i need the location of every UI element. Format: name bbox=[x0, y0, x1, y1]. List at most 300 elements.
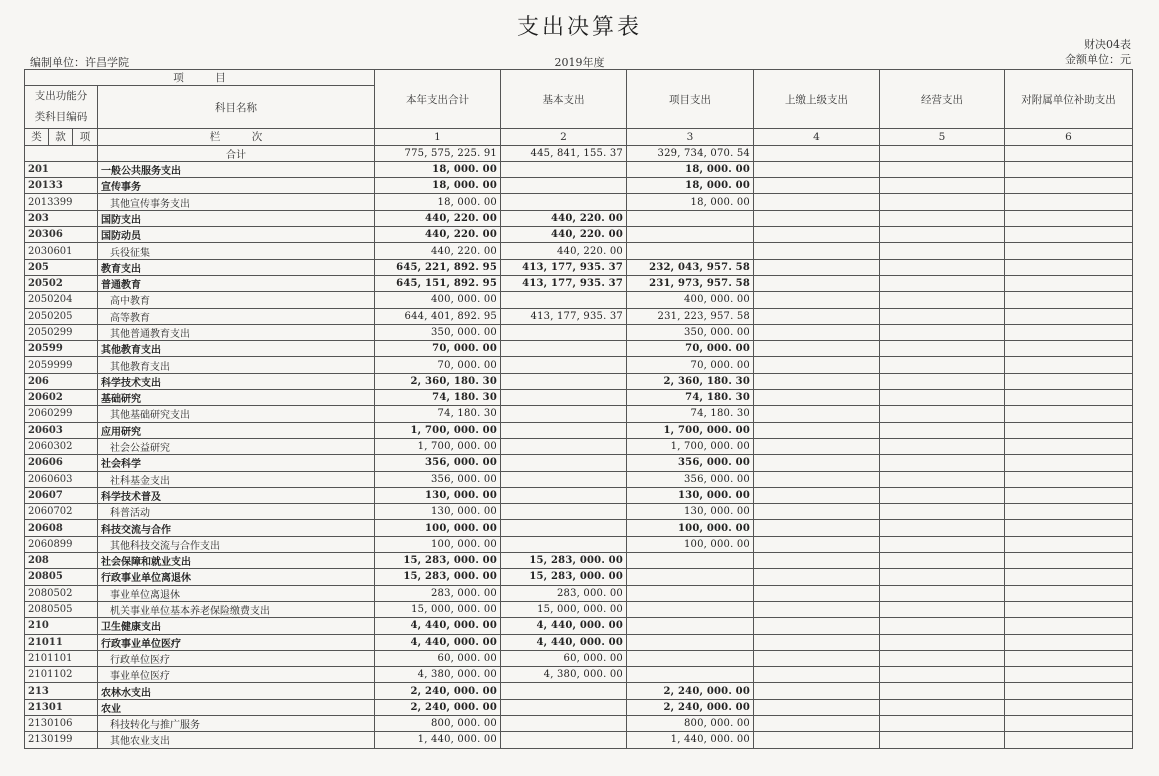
row-subsidy bbox=[1005, 210, 1133, 226]
row-subsidy bbox=[1005, 634, 1133, 650]
row-name-text: 农业 bbox=[101, 703, 121, 715]
row-name-text: 国防支出 bbox=[101, 214, 141, 226]
row-name bbox=[98, 667, 375, 683]
row-name-text: 兵役征集 bbox=[110, 247, 150, 259]
table-row bbox=[25, 227, 1133, 243]
row-name-text: 行政事业单位离退休 bbox=[101, 573, 191, 585]
row-total: 356, 000. 00 bbox=[375, 455, 501, 471]
row-name bbox=[98, 732, 375, 748]
row-code: 20608 bbox=[25, 520, 98, 536]
row-basic bbox=[501, 357, 627, 373]
fiscal-year: 2019年度 bbox=[554, 56, 605, 69]
row-basic: 60, 000. 00 bbox=[501, 650, 627, 666]
row-upper bbox=[754, 259, 880, 275]
col-header-upper: 上缴上级支出 bbox=[754, 70, 880, 129]
table-row bbox=[25, 618, 1133, 634]
row-subsidy bbox=[1005, 406, 1133, 422]
row-subsidy bbox=[1005, 520, 1133, 536]
row-name bbox=[98, 308, 375, 324]
row-name-text: 行政单位医疗 bbox=[110, 654, 170, 666]
row-name-text: 科学技术支出 bbox=[101, 377, 161, 389]
row-business bbox=[880, 390, 1005, 406]
row-total: 4, 380, 000. 00 bbox=[375, 667, 501, 683]
row-business bbox=[880, 438, 1005, 454]
row-project: 130, 000. 00 bbox=[627, 504, 754, 520]
row-subsidy bbox=[1005, 732, 1133, 748]
row-business bbox=[880, 455, 1005, 471]
row-project: 18, 000. 00 bbox=[627, 178, 754, 194]
row-code: 210 bbox=[25, 618, 98, 634]
row-project: 130, 000. 00 bbox=[627, 487, 754, 503]
col-number-4: 4 bbox=[754, 129, 880, 145]
table-row bbox=[25, 292, 1133, 308]
row-total: 130, 000. 00 bbox=[375, 504, 501, 520]
row-upper bbox=[754, 536, 880, 552]
row-code: 205 bbox=[25, 259, 98, 275]
row-business bbox=[880, 357, 1005, 373]
row-total: 645, 221, 892. 95 bbox=[375, 259, 501, 275]
row-subsidy bbox=[1005, 715, 1133, 731]
item-header: 项 目 bbox=[25, 70, 375, 86]
amount-unit: 金额单位：元 bbox=[1065, 53, 1131, 66]
row-code: 20133 bbox=[25, 178, 98, 194]
table-row bbox=[25, 650, 1133, 666]
table-row bbox=[25, 601, 1133, 617]
row-business bbox=[880, 422, 1005, 438]
row-subsidy bbox=[1005, 471, 1133, 487]
row-subsidy bbox=[1005, 292, 1133, 308]
row-total: 18, 000. 00 bbox=[375, 161, 501, 177]
xiang-header: 项 bbox=[73, 129, 98, 145]
row-name bbox=[98, 504, 375, 520]
row-name bbox=[98, 275, 375, 291]
table-row bbox=[25, 194, 1133, 210]
row-code: 2059999 bbox=[25, 357, 98, 373]
table-row bbox=[25, 471, 1133, 487]
table-row bbox=[25, 438, 1133, 454]
row-name-text: 机关事业单位基本养老保险缴费支出 bbox=[110, 606, 270, 618]
row-total: 18, 000. 00 bbox=[375, 194, 501, 210]
row-upper bbox=[754, 585, 880, 601]
row-total: 15, 283, 000. 00 bbox=[375, 569, 501, 585]
row-subsidy bbox=[1005, 455, 1133, 471]
row-project: 2, 360, 180. 30 bbox=[627, 373, 754, 389]
row-name-text: 高中教育 bbox=[110, 296, 150, 308]
row-code: 21011 bbox=[25, 634, 98, 650]
row-upper bbox=[754, 634, 880, 650]
row-business bbox=[880, 520, 1005, 536]
row-basic bbox=[501, 194, 627, 210]
row-business bbox=[880, 227, 1005, 243]
row-business bbox=[880, 373, 1005, 389]
row-name bbox=[98, 341, 375, 357]
row-project bbox=[627, 618, 754, 634]
row-subsidy bbox=[1005, 390, 1133, 406]
row-name-text: 其他教育支出 bbox=[110, 361, 170, 373]
row-basic: 4, 440, 000. 00 bbox=[501, 634, 627, 650]
row-total: 70, 000. 00 bbox=[375, 341, 501, 357]
row-name-text: 其他科技交流与合作支出 bbox=[110, 540, 220, 552]
row-business bbox=[880, 683, 1005, 699]
table-row bbox=[25, 324, 1133, 340]
row-business bbox=[880, 308, 1005, 324]
row-total: 2, 240, 000. 00 bbox=[375, 683, 501, 699]
total-row-upper bbox=[754, 145, 880, 161]
row-upper bbox=[754, 504, 880, 520]
row-subsidy bbox=[1005, 585, 1133, 601]
row-project bbox=[627, 585, 754, 601]
row-business bbox=[880, 259, 1005, 275]
row-upper bbox=[754, 569, 880, 585]
row-name bbox=[98, 259, 375, 275]
row-total: 74, 180. 30 bbox=[375, 406, 501, 422]
row-total: 1, 440, 000. 00 bbox=[375, 732, 501, 748]
col-number-3: 3 bbox=[627, 129, 754, 145]
row-business bbox=[880, 553, 1005, 569]
row-total: 440, 220. 00 bbox=[375, 243, 501, 259]
row-basic bbox=[501, 161, 627, 177]
row-name-text: 社会科学 bbox=[101, 459, 141, 471]
row-business bbox=[880, 569, 1005, 585]
row-name bbox=[98, 227, 375, 243]
row-basic bbox=[501, 292, 627, 308]
row-code: 2080502 bbox=[25, 585, 98, 601]
table-row bbox=[25, 683, 1133, 699]
row-subsidy bbox=[1005, 553, 1133, 569]
row-name-text: 科技转化与推广服务 bbox=[110, 720, 200, 732]
row-name-text: 一般公共服务支出 bbox=[101, 166, 181, 178]
row-code: 2060299 bbox=[25, 406, 98, 422]
row-code: 2101101 bbox=[25, 650, 98, 666]
row-project: 232, 043, 957. 58 bbox=[627, 259, 754, 275]
row-code: 201 bbox=[25, 161, 98, 177]
row-basic bbox=[501, 732, 627, 748]
row-business bbox=[880, 243, 1005, 259]
subject-name-header: 科目名称 bbox=[98, 86, 375, 129]
row-name bbox=[98, 553, 375, 569]
row-project: 231, 973, 957. 58 bbox=[627, 275, 754, 291]
row-subsidy bbox=[1005, 194, 1133, 210]
row-basic bbox=[501, 324, 627, 340]
row-basic: 413, 177, 935. 37 bbox=[501, 308, 627, 324]
row-subsidy bbox=[1005, 504, 1133, 520]
form-code: 财决04表 bbox=[1084, 38, 1131, 51]
row-name bbox=[98, 536, 375, 552]
row-project bbox=[627, 210, 754, 226]
row-project: 18, 000. 00 bbox=[627, 161, 754, 177]
row-name-text: 普通教育 bbox=[101, 280, 141, 292]
row-upper bbox=[754, 683, 880, 699]
row-basic: 15, 283, 000. 00 bbox=[501, 569, 627, 585]
row-name-text: 其他宣传事务支出 bbox=[110, 198, 190, 210]
row-code: 2060899 bbox=[25, 536, 98, 552]
row-business bbox=[880, 292, 1005, 308]
row-upper bbox=[754, 601, 880, 617]
row-upper bbox=[754, 357, 880, 373]
row-code: 2101102 bbox=[25, 667, 98, 683]
table-row bbox=[25, 357, 1133, 373]
row-total: 400, 000. 00 bbox=[375, 292, 501, 308]
row-project: 356, 000. 00 bbox=[627, 455, 754, 471]
col-header-subsidy: 对附属单位补助支出 bbox=[1005, 70, 1133, 129]
row-name-text: 应用研究 bbox=[101, 426, 141, 438]
row-project: 18, 000. 00 bbox=[627, 194, 754, 210]
row-name bbox=[98, 455, 375, 471]
row-total: 2, 240, 000. 00 bbox=[375, 699, 501, 715]
row-total: 100, 000. 00 bbox=[375, 520, 501, 536]
row-basic: 413, 177, 935. 37 bbox=[501, 275, 627, 291]
table-row bbox=[25, 243, 1133, 259]
row-code: 2050204 bbox=[25, 292, 98, 308]
row-basic bbox=[501, 536, 627, 552]
row-basic bbox=[501, 487, 627, 503]
row-total: 4, 440, 000. 00 bbox=[375, 618, 501, 634]
table-row bbox=[25, 210, 1133, 226]
row-subsidy bbox=[1005, 178, 1133, 194]
row-total: 1, 700, 000. 00 bbox=[375, 438, 501, 454]
table-row bbox=[25, 308, 1133, 324]
row-name bbox=[98, 471, 375, 487]
lanci-header: 栏 次 bbox=[98, 129, 375, 145]
row-project: 2, 240, 000. 00 bbox=[627, 683, 754, 699]
header-row-numbers bbox=[25, 129, 1133, 145]
row-subsidy bbox=[1005, 438, 1133, 454]
row-subsidy bbox=[1005, 569, 1133, 585]
row-upper bbox=[754, 161, 880, 177]
row-project bbox=[627, 650, 754, 666]
row-name bbox=[98, 422, 375, 438]
row-total: 60, 000. 00 bbox=[375, 650, 501, 666]
row-business bbox=[880, 504, 1005, 520]
row-total: 15, 000, 000. 00 bbox=[375, 601, 501, 617]
row-basic bbox=[501, 390, 627, 406]
row-total: 130, 000. 00 bbox=[375, 487, 501, 503]
total-row-total: 775, 575, 225. 91 bbox=[375, 145, 501, 161]
row-upper bbox=[754, 292, 880, 308]
row-business bbox=[880, 601, 1005, 617]
row-upper bbox=[754, 390, 880, 406]
row-project: 231, 223, 957. 58 bbox=[627, 308, 754, 324]
row-subsidy bbox=[1005, 275, 1133, 291]
row-subsidy bbox=[1005, 324, 1133, 340]
row-upper bbox=[754, 178, 880, 194]
reporting-unit: 编制单位：许昌学院 bbox=[30, 56, 129, 69]
row-project: 1, 700, 000. 00 bbox=[627, 422, 754, 438]
total-row bbox=[25, 145, 1133, 161]
row-business bbox=[880, 732, 1005, 748]
row-project bbox=[627, 634, 754, 650]
row-basic: 4, 440, 000. 00 bbox=[501, 618, 627, 634]
row-upper bbox=[754, 373, 880, 389]
row-name bbox=[98, 520, 375, 536]
row-project: 100, 000. 00 bbox=[627, 520, 754, 536]
row-project: 2, 240, 000. 00 bbox=[627, 699, 754, 715]
row-total: 800, 000. 00 bbox=[375, 715, 501, 731]
row-upper bbox=[754, 715, 880, 731]
row-upper bbox=[754, 699, 880, 715]
row-business bbox=[880, 699, 1005, 715]
row-upper bbox=[754, 553, 880, 569]
row-name bbox=[98, 650, 375, 666]
row-total: 1, 700, 000. 00 bbox=[375, 422, 501, 438]
row-business bbox=[880, 667, 1005, 683]
row-basic bbox=[501, 438, 627, 454]
row-code: 213 bbox=[25, 683, 98, 699]
row-basic bbox=[501, 683, 627, 699]
row-project: 350, 000. 00 bbox=[627, 324, 754, 340]
row-basic bbox=[501, 699, 627, 715]
total-row-business bbox=[880, 145, 1005, 161]
col-number-6: 6 bbox=[1005, 129, 1133, 145]
row-code: 20603 bbox=[25, 422, 98, 438]
row-basic: 440, 220. 00 bbox=[501, 210, 627, 226]
row-code: 20805 bbox=[25, 569, 98, 585]
row-name-text: 科学技术普及 bbox=[101, 491, 161, 503]
table-row bbox=[25, 569, 1133, 585]
col-header-basic: 基本支出 bbox=[501, 70, 627, 129]
table-row bbox=[25, 487, 1133, 503]
row-code: 20602 bbox=[25, 390, 98, 406]
row-name-text: 高等教育 bbox=[110, 312, 150, 324]
row-name bbox=[98, 634, 375, 650]
row-name-text: 社会保障和就业支出 bbox=[101, 557, 191, 569]
row-name-text: 教育支出 bbox=[101, 263, 141, 275]
table-row bbox=[25, 520, 1133, 536]
row-code: 20599 bbox=[25, 341, 98, 357]
row-basic bbox=[501, 406, 627, 422]
row-business bbox=[880, 324, 1005, 340]
row-name bbox=[98, 715, 375, 731]
table-row bbox=[25, 553, 1133, 569]
func-code-line2: 类科目编码 bbox=[34, 111, 88, 124]
row-business bbox=[880, 618, 1005, 634]
row-code: 208 bbox=[25, 553, 98, 569]
row-basic: 440, 220. 00 bbox=[501, 243, 627, 259]
row-code: 2013399 bbox=[25, 194, 98, 210]
row-basic bbox=[501, 341, 627, 357]
row-code: 2060702 bbox=[25, 504, 98, 520]
row-basic bbox=[501, 422, 627, 438]
row-name-text: 卫生健康支出 bbox=[101, 622, 161, 634]
row-subsidy bbox=[1005, 373, 1133, 389]
row-code: 206 bbox=[25, 373, 98, 389]
col-header-project: 项目支出 bbox=[627, 70, 754, 129]
row-business bbox=[880, 650, 1005, 666]
row-name-text: 国防动员 bbox=[101, 231, 141, 243]
row-business bbox=[880, 178, 1005, 194]
row-name bbox=[98, 357, 375, 373]
row-total: 15, 283, 000. 00 bbox=[375, 553, 501, 569]
expenditure-table bbox=[24, 69, 1133, 749]
report-title: 支出决算表 bbox=[516, 15, 642, 40]
row-code: 2050299 bbox=[25, 324, 98, 340]
row-project: 74, 180. 30 bbox=[627, 390, 754, 406]
total-row-project: 329, 734, 070. 54 bbox=[627, 145, 754, 161]
table-row bbox=[25, 275, 1133, 291]
row-subsidy bbox=[1005, 341, 1133, 357]
func-code-line1: 支出功能分 bbox=[34, 90, 88, 103]
row-name bbox=[98, 292, 375, 308]
row-basic bbox=[501, 178, 627, 194]
row-business bbox=[880, 634, 1005, 650]
row-name bbox=[98, 683, 375, 699]
row-upper bbox=[754, 194, 880, 210]
row-total: 440, 220. 00 bbox=[375, 210, 501, 226]
row-upper bbox=[754, 650, 880, 666]
row-basic: 15, 283, 000. 00 bbox=[501, 553, 627, 569]
row-name bbox=[98, 178, 375, 194]
row-name-text: 其他普通教育支出 bbox=[110, 329, 190, 340]
header-row-item bbox=[25, 70, 1133, 86]
table-row bbox=[25, 259, 1133, 275]
row-code: 2060302 bbox=[25, 438, 98, 454]
row-upper bbox=[754, 438, 880, 454]
kuan-header: 款 bbox=[49, 129, 73, 145]
row-code: 20306 bbox=[25, 227, 98, 243]
table-row bbox=[25, 406, 1133, 422]
row-project: 1, 700, 000. 00 bbox=[627, 438, 754, 454]
total-label: 合计 bbox=[98, 145, 375, 161]
row-code: 20607 bbox=[25, 487, 98, 503]
col-number-1: 1 bbox=[375, 129, 501, 145]
row-business bbox=[880, 210, 1005, 226]
row-basic: 413, 177, 935. 37 bbox=[501, 259, 627, 275]
row-name-text: 其他基础研究支出 bbox=[110, 410, 190, 422]
row-subsidy bbox=[1005, 650, 1133, 666]
row-basic: 440, 220. 00 bbox=[501, 227, 627, 243]
row-subsidy bbox=[1005, 308, 1133, 324]
row-upper bbox=[754, 732, 880, 748]
row-subsidy bbox=[1005, 699, 1133, 715]
row-upper bbox=[754, 210, 880, 226]
table-row bbox=[25, 585, 1133, 601]
row-name-text: 农林水支出 bbox=[101, 687, 151, 699]
row-name-text: 基础研究 bbox=[101, 394, 141, 406]
row-subsidy bbox=[1005, 161, 1133, 177]
row-code: 203 bbox=[25, 210, 98, 226]
row-subsidy bbox=[1005, 487, 1133, 503]
row-business bbox=[880, 194, 1005, 210]
col-header-business: 经营支出 bbox=[880, 70, 1005, 129]
row-upper bbox=[754, 308, 880, 324]
row-subsidy bbox=[1005, 259, 1133, 275]
row-name-text: 行政事业单位医疗 bbox=[101, 638, 181, 650]
row-upper bbox=[754, 422, 880, 438]
table-row bbox=[25, 390, 1133, 406]
row-business bbox=[880, 715, 1005, 731]
table-row bbox=[25, 373, 1133, 389]
row-total: 440, 220. 00 bbox=[375, 227, 501, 243]
row-upper bbox=[754, 227, 880, 243]
row-name bbox=[98, 194, 375, 210]
row-basic: 283, 000. 00 bbox=[501, 585, 627, 601]
row-name bbox=[98, 210, 375, 226]
row-name-text: 其他农业支出 bbox=[110, 736, 170, 748]
row-total: 74, 180. 30 bbox=[375, 390, 501, 406]
row-total: 356, 000. 00 bbox=[375, 471, 501, 487]
row-total: 100, 000. 00 bbox=[375, 536, 501, 552]
row-upper bbox=[754, 667, 880, 683]
row-name-text: 科普活动 bbox=[110, 508, 150, 520]
row-code: 2080505 bbox=[25, 601, 98, 617]
table-row bbox=[25, 715, 1133, 731]
row-name bbox=[98, 618, 375, 634]
col-number-2: 2 bbox=[501, 129, 627, 145]
table-row bbox=[25, 536, 1133, 552]
row-code: 2130106 bbox=[25, 715, 98, 731]
lei-header: 类 bbox=[25, 129, 49, 145]
row-project: 800, 000. 00 bbox=[627, 715, 754, 731]
